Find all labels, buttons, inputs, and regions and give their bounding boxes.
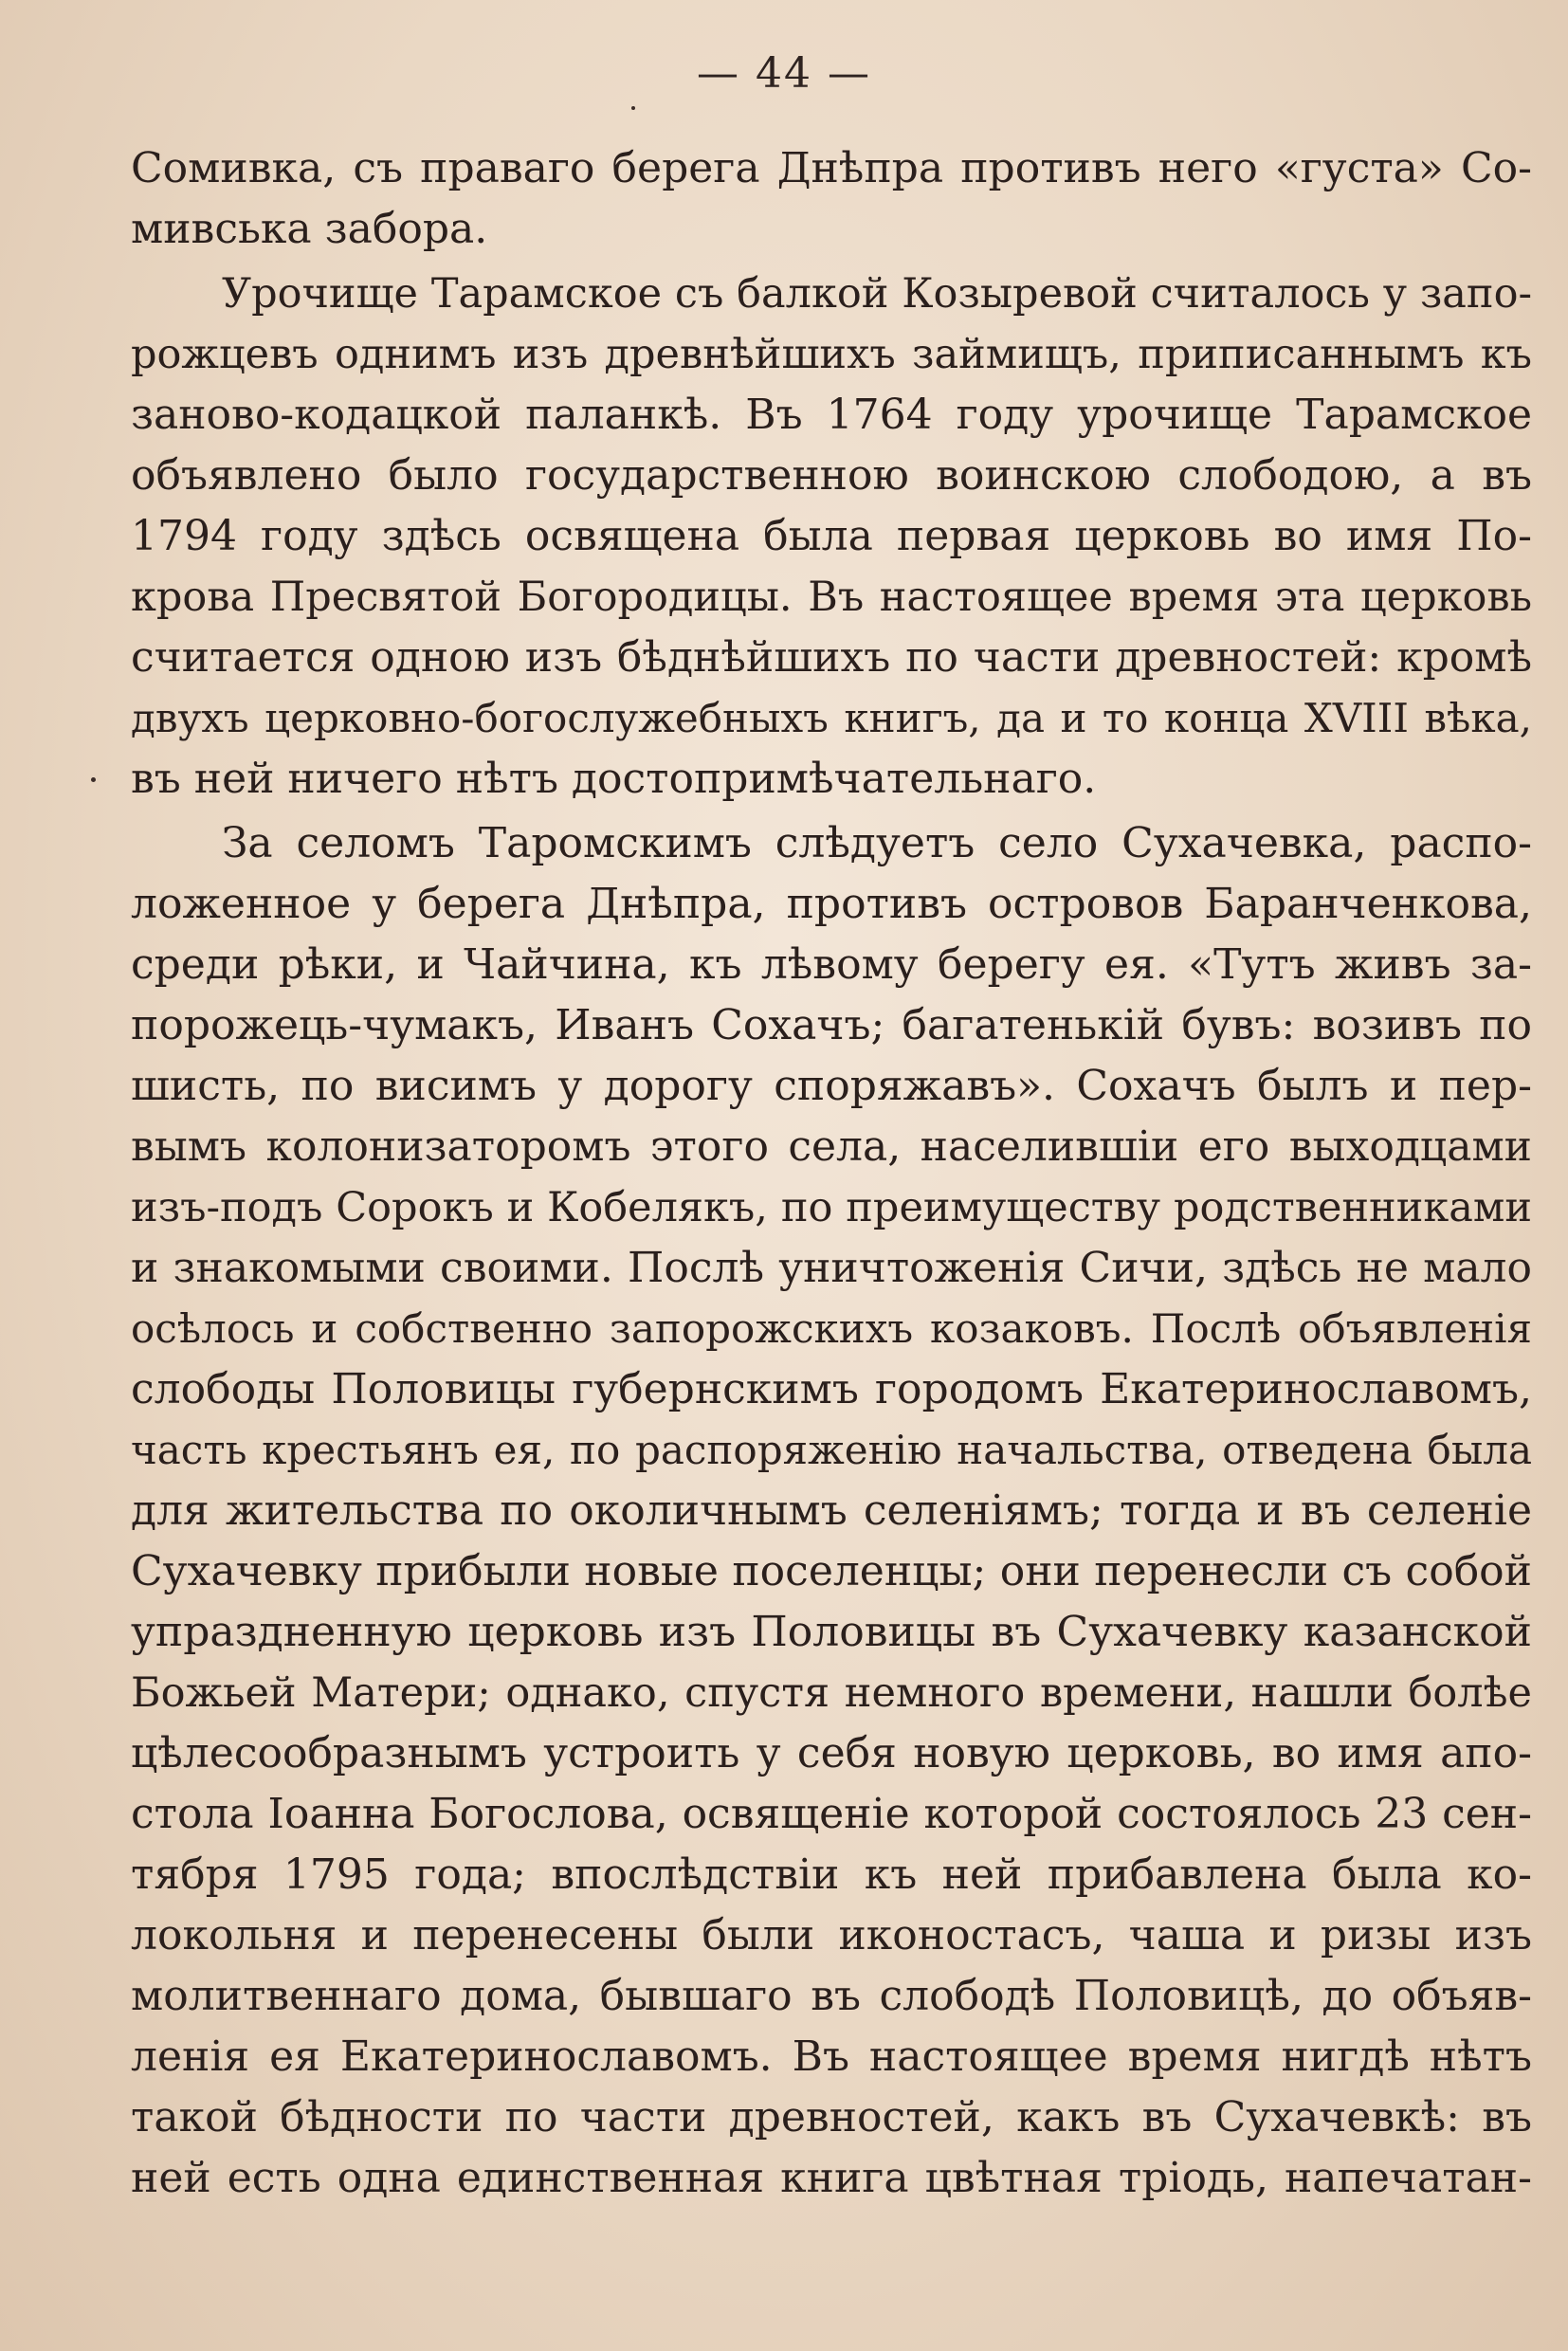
text-line: ленія ея Екатеринославомъ. Въ настоящее время нигдѣ нѣтъ — [131, 2032, 1532, 2081]
text-line: рожцевъ однимъ изъ древнѣйшихъ займищъ, приписаннымъ къ — [131, 331, 1532, 378]
text-line: шисть, по висимъ у дорогу споряжавъ». Сохачъ былъ и пер- — [131, 1062, 1532, 1110]
text-line: объявлено было государственною воинскою слободою, а въ — [131, 451, 1532, 500]
page-number: — 44 — — [697, 49, 871, 98]
text-line: часть крестьянъ ея, по распоряженію начальства, отведена была — [131, 1427, 1532, 1473]
text-line: и знакомыми своими. Послѣ уничтоженія Сичи, здѣсь не мало — [131, 1244, 1532, 1292]
text-line: заново-кодацкой паланкѣ. Въ 1764 году урочище Тарамское — [131, 391, 1532, 439]
text-line: считается одною изъ бѣднѣйшихъ по части древностей: кромѣ — [131, 633, 1532, 682]
text-line: слободы Половицы губернскимъ городомъ Екатеринославомъ, — [131, 1365, 1532, 1413]
text-line: локольня и перенесены были иконостасъ, чаша и ризы изъ — [131, 1911, 1532, 1959]
text-line: вымъ колонизаторомъ этого села, населившіи его выходцами — [131, 1122, 1532, 1171]
text-line: упраздненную церковь изъ Половицы въ Сухачевку казанской — [131, 1608, 1532, 1656]
text-line: двухъ церковно-богослужебныхъ книгъ, да и то конца XVIII вѣка, — [131, 695, 1532, 741]
text-line: крова Пресвятой Богородицы. Въ настоящее время эта церковь — [131, 574, 1532, 621]
text-line: мивська забора. — [131, 205, 488, 253]
text-line: Урочище Тарамское съ балкой Козыревой считалось у запо- — [222, 270, 1532, 318]
text-line: такой бѣдности по части древностей, какъ въ Сухачевкѣ: въ — [131, 2093, 1532, 2141]
text-line: За селомъ Таромскимъ слѣдуетъ село Сухачевка, распо- — [222, 819, 1532, 867]
text-line: цѣлесообразнымъ устроить у себя новую церковь, во имя апо- — [131, 1729, 1532, 1777]
text-line: стола Іоанна Богослова, освященіе которой состоялось 23 сен- — [131, 1790, 1532, 1838]
text-line: молитвеннаго дома, бывшаго въ слободѣ Половицѣ, до объяв- — [131, 1972, 1532, 2020]
ink-speck — [631, 106, 635, 110]
body-text — [131, 138, 1532, 2209]
text-line: ложенное у берега Днѣпра, противъ островов Баранченкова, — [131, 880, 1532, 928]
text-line: среди рѣки, и Чайчина, къ лѣвому берегу ея. «Тутъ живъ за- — [131, 940, 1532, 989]
text-line: въ ней ничего нѣтъ достопримѣчательнаго. — [131, 755, 1097, 803]
text-line: для жительства по околичнымъ селеніямъ; тогда и въ селеніе — [131, 1486, 1532, 1535]
text-line: тября 1795 года; впослѣдствіи къ ней прибавлена была ко- — [131, 1850, 1532, 1899]
text-line: ней есть одна единственная книга цвѣтная тріодь, напечатан- — [131, 2154, 1532, 2202]
text-line: изъ-подъ Сорокъ и Кобелякъ, по преимуществу родственниками — [131, 1184, 1532, 1231]
text-line: Сомивка, съ праваго берега Днѣпра противъ него «густа» Со- — [131, 144, 1532, 192]
text-line: порожець-чумакъ, Иванъ Сохачъ; багатенькій бувъ: возивъ по — [131, 1001, 1532, 1049]
ink-speck — [91, 777, 96, 782]
text-line: 1794 году здѣсь освящена была первая церковь во имя По- — [131, 512, 1532, 560]
text-line: осѣлось и собственно запорожскихъ козаковъ. Послѣ объявленія — [131, 1305, 1532, 1352]
text-line: Божьей Матери; однако, спустя немного времени, нашли болѣе — [131, 1669, 1532, 1717]
text-line: Сухачевку прибыли новые поселенцы; они перенесли съ собой — [131, 1547, 1532, 1595]
